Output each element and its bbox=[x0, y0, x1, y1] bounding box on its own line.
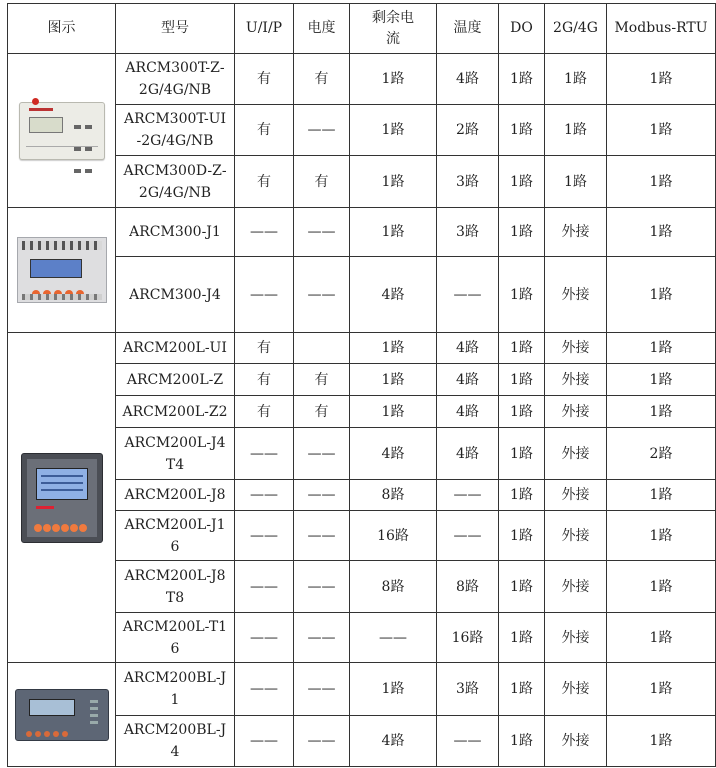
cell-modbus: 1路 bbox=[607, 364, 716, 396]
cell-temp: —— bbox=[437, 480, 499, 511]
cell-modbus: 1路 bbox=[607, 663, 716, 716]
cell-modbus: 1路 bbox=[607, 333, 716, 364]
device-image-cell bbox=[8, 663, 116, 767]
device-image-cell bbox=[8, 333, 116, 663]
table-row bbox=[8, 208, 716, 257]
cell-energy: —— bbox=[294, 511, 350, 561]
cell-uip: 有 bbox=[235, 364, 294, 396]
cell-net: 外接 bbox=[545, 257, 607, 333]
cell-temp: —— bbox=[437, 511, 499, 561]
cell-energy: —— bbox=[294, 428, 350, 480]
cell-residual: 1路 bbox=[350, 333, 437, 364]
cell-model: ARCM200L-Z bbox=[116, 364, 235, 396]
cell-model: ARCM200BL-J 1 bbox=[116, 663, 235, 716]
cell-modbus: 1路 bbox=[607, 511, 716, 561]
cell-residual: 4路 bbox=[350, 428, 437, 480]
device-image-cell bbox=[8, 54, 116, 208]
cell-temp: 16路 bbox=[437, 613, 499, 663]
cell-do: 1路 bbox=[499, 257, 545, 333]
cell-net: 外接 bbox=[545, 396, 607, 428]
cell-residual: 16路 bbox=[350, 511, 437, 561]
cell-temp: 4路 bbox=[437, 396, 499, 428]
cell-temp: 4路 bbox=[437, 364, 499, 396]
arcm300-j-device-image bbox=[17, 237, 107, 303]
spec-table bbox=[7, 3, 716, 767]
cell-energy: —— bbox=[294, 561, 350, 613]
cell-uip: 有 bbox=[235, 105, 294, 156]
cell-energy: —— bbox=[294, 613, 350, 663]
cell-do: 1路 bbox=[499, 613, 545, 663]
cell-model: ARCM300-J4 bbox=[116, 257, 235, 333]
cell-residual: 1路 bbox=[350, 156, 437, 208]
cell-residual: 1路 bbox=[350, 208, 437, 257]
cell-temp: 8路 bbox=[437, 561, 499, 613]
header-energy: 电度 bbox=[294, 4, 350, 54]
cell-uip: 有 bbox=[235, 396, 294, 428]
cell-uip: —— bbox=[235, 208, 294, 257]
cell-uip: —— bbox=[235, 428, 294, 480]
cell-model: ARCM200L-J4 T4 bbox=[116, 428, 235, 480]
cell-net: 外接 bbox=[545, 428, 607, 480]
cell-temp: 3路 bbox=[437, 663, 499, 716]
cell-residual: 1路 bbox=[350, 54, 437, 105]
cell-do: 1路 bbox=[499, 716, 545, 767]
cell-modbus: 1路 bbox=[607, 561, 716, 613]
cell-modbus: 1路 bbox=[607, 396, 716, 428]
cell-temp: 3路 bbox=[437, 156, 499, 208]
cell-temp: —— bbox=[437, 257, 499, 333]
cell-energy: —— bbox=[294, 663, 350, 716]
cell-residual: 1路 bbox=[350, 663, 437, 716]
cell-modbus: 1路 bbox=[607, 105, 716, 156]
cell-modbus: 1路 bbox=[607, 208, 716, 257]
cell-model: ARCM200L-J8 T8 bbox=[116, 561, 235, 613]
table-row bbox=[8, 333, 716, 364]
cell-do: 1路 bbox=[499, 561, 545, 613]
cell-model: ARCM300T-Z- 2G/4G/NB bbox=[116, 54, 235, 105]
header-image: 图示 bbox=[8, 4, 116, 54]
cell-energy: —— bbox=[294, 105, 350, 156]
cell-net: 外接 bbox=[545, 511, 607, 561]
arcm300t-device-image bbox=[19, 102, 105, 160]
cell-residual: 1路 bbox=[350, 364, 437, 396]
cell-temp: 2路 bbox=[437, 105, 499, 156]
cell-modbus: 1路 bbox=[607, 54, 716, 105]
header-net: 2G/4G bbox=[545, 4, 607, 54]
cell-residual: 4路 bbox=[350, 257, 437, 333]
cell-net: 1路 bbox=[545, 105, 607, 156]
cell-net: 外接 bbox=[545, 561, 607, 613]
table-row bbox=[8, 54, 716, 105]
cell-uip: —— bbox=[235, 663, 294, 716]
cell-uip: 有 bbox=[235, 156, 294, 208]
cell-model: ARCM200L-J8 bbox=[116, 480, 235, 511]
cell-uip: 有 bbox=[235, 54, 294, 105]
cell-energy: —— bbox=[294, 716, 350, 767]
cell-net: 1路 bbox=[545, 156, 607, 208]
header-modbus: Modbus-RTU bbox=[607, 4, 716, 54]
cell-do: 1路 bbox=[499, 428, 545, 480]
cell-do: 1路 bbox=[499, 511, 545, 561]
cell-energy: —— bbox=[294, 257, 350, 333]
header-do: DO bbox=[499, 4, 545, 54]
cell-uip: —— bbox=[235, 613, 294, 663]
header-residual: 剩余电 流 bbox=[350, 4, 437, 54]
cell-model: ARCM300T-UI -2G/4G/NB bbox=[116, 105, 235, 156]
cell-residual: 1路 bbox=[350, 396, 437, 428]
cell-temp: 4路 bbox=[437, 333, 499, 364]
cell-temp: 4路 bbox=[437, 54, 499, 105]
cell-energy: 有 bbox=[294, 396, 350, 428]
cell-energy: 有 bbox=[294, 54, 350, 105]
cell-net: 外接 bbox=[545, 613, 607, 663]
cell-residual: 8路 bbox=[350, 480, 437, 511]
cell-do: 1路 bbox=[499, 396, 545, 428]
cell-temp: 4路 bbox=[437, 428, 499, 480]
cell-temp: 3路 bbox=[437, 208, 499, 257]
cell-do: 1路 bbox=[499, 480, 545, 511]
cell-net: 外接 bbox=[545, 663, 607, 716]
cell-uip: 有 bbox=[235, 333, 294, 364]
cell-modbus: 1路 bbox=[607, 156, 716, 208]
cell-energy bbox=[294, 333, 350, 364]
cell-energy: —— bbox=[294, 208, 350, 257]
cell-uip: —— bbox=[235, 480, 294, 511]
arcm200l-device-image bbox=[21, 453, 103, 543]
cell-energy: 有 bbox=[294, 364, 350, 396]
cell-do: 1路 bbox=[499, 54, 545, 105]
cell-do: 1路 bbox=[499, 105, 545, 156]
header-uip: U/I/P bbox=[235, 4, 294, 54]
cell-net: 外接 bbox=[545, 480, 607, 511]
cell-model: ARCM200L-UI bbox=[116, 333, 235, 364]
cell-net: 外接 bbox=[545, 716, 607, 767]
device-image-cell bbox=[8, 208, 116, 333]
header-temp: 温度 bbox=[437, 4, 499, 54]
cell-do: 1路 bbox=[499, 364, 545, 396]
cell-residual: 1路 bbox=[350, 105, 437, 156]
cell-modbus: 2路 bbox=[607, 428, 716, 480]
cell-temp: —— bbox=[437, 716, 499, 767]
cell-uip: —— bbox=[235, 716, 294, 767]
cell-do: 1路 bbox=[499, 333, 545, 364]
cell-residual: 4路 bbox=[350, 716, 437, 767]
cell-uip: —— bbox=[235, 511, 294, 561]
cell-model: ARCM200BL-J 4 bbox=[116, 716, 235, 767]
cell-do: 1路 bbox=[499, 663, 545, 716]
cell-uip: —— bbox=[235, 257, 294, 333]
cell-net: 外接 bbox=[545, 208, 607, 257]
cell-modbus: 1路 bbox=[607, 613, 716, 663]
cell-energy: 有 bbox=[294, 156, 350, 208]
cell-model: ARCM300-J1 bbox=[116, 208, 235, 257]
cell-modbus: 1路 bbox=[607, 716, 716, 767]
cell-net: 1路 bbox=[545, 54, 607, 105]
cell-net: 外接 bbox=[545, 333, 607, 364]
cell-residual: —— bbox=[350, 613, 437, 663]
cell-modbus: 1路 bbox=[607, 480, 716, 511]
cell-model: ARCM300D-Z- 2G/4G/NB bbox=[116, 156, 235, 208]
cell-do: 1路 bbox=[499, 208, 545, 257]
cell-model: ARCM200L-T1 6 bbox=[116, 613, 235, 663]
cell-model: ARCM200L-J1 6 bbox=[116, 511, 235, 561]
cell-residual: 8路 bbox=[350, 561, 437, 613]
cell-do: 1路 bbox=[499, 156, 545, 208]
cell-energy: —— bbox=[294, 480, 350, 511]
cell-uip: —— bbox=[235, 561, 294, 613]
cell-model: ARCM200L-Z2 bbox=[116, 396, 235, 428]
table-row bbox=[8, 663, 716, 716]
cell-modbus: 1路 bbox=[607, 257, 716, 333]
cell-net: 外接 bbox=[545, 364, 607, 396]
header-row bbox=[8, 4, 716, 54]
header-model: 型号 bbox=[116, 4, 235, 54]
arcm200bl-device-image bbox=[15, 689, 109, 741]
